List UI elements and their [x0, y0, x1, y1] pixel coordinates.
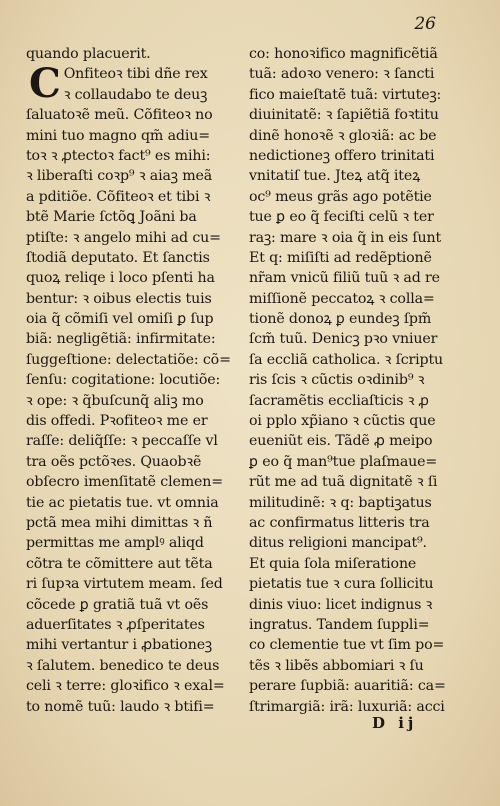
text-line — [249, 411, 467, 431]
text-line — [26, 472, 244, 492]
text-line — [249, 554, 467, 574]
line-text: dis offedi. Pꝛofiteoꝛ me er — [26, 413, 208, 430]
line-text: biã: negligẽtiã: infirmitate: — [26, 331, 216, 348]
text-line — [26, 289, 244, 309]
line-text: dinis viuo: licet indignus ꝛ — [249, 596, 433, 613]
line-text: tue ꝑ eo q̃ feciſti celũ ꝛ ter — [249, 209, 434, 226]
text-line — [26, 615, 244, 635]
text-line — [26, 676, 244, 696]
line-text: nedictioneꝫ offero trinitati — [249, 147, 435, 164]
line-text: quoꝝ reliqe i loco pſenti ha — [26, 270, 215, 287]
text-line — [249, 248, 467, 268]
line-text: cõtra te cõmittere aut tẽta — [26, 555, 213, 572]
line-text: raſſe: deliq̃ſſe: ꝛ peccaſſe vl — [26, 433, 218, 450]
line-text: ſtodiã deputato. Et ſanctis — [26, 249, 210, 266]
text-line — [26, 268, 244, 288]
line-text: oi pplo xp̃iano ꝛ cũctis que — [249, 413, 436, 430]
text-line — [26, 493, 244, 513]
text-line — [26, 697, 244, 717]
text-line — [26, 350, 244, 370]
text-line — [64, 64, 244, 84]
text-line — [249, 228, 467, 248]
text-line — [249, 697, 467, 717]
line-text: raꝫ: mare ꝛ oia q̃ in eis ſunt — [249, 229, 442, 246]
line-text: fico maieſtatẽ tuã: virtuteꝫ: — [249, 86, 442, 103]
text-line — [249, 472, 467, 492]
text-line — [249, 289, 467, 309]
text-line — [26, 44, 244, 64]
text-line — [26, 248, 244, 268]
text-line — [26, 513, 244, 533]
text-line — [26, 126, 244, 146]
line-text: ſaluatoꝛẽ meũ. Cõfiteoꝛ no — [26, 107, 213, 124]
text-line — [249, 493, 467, 513]
line-text: ditus religioni mancipat⁹. — [249, 535, 427, 552]
line-text: oia q̃ cõmiſi vel omiſi ꝑ ſup — [26, 311, 214, 328]
text-line — [249, 329, 467, 349]
line-text: Et quia ſola miſeratione — [249, 555, 417, 572]
line-text: ac confirmatus litteris tra — [249, 514, 430, 531]
line-text: tẽs ꝛ libẽs abbomiari ꝛ ſu — [249, 657, 424, 674]
line-text: ſuggeſtione: delectatiõe: cõ= — [26, 351, 231, 368]
line-text: co: honoꝛifico magnificẽtiã — [249, 46, 438, 62]
text-line — [26, 452, 244, 472]
folio-number: 26 — [414, 14, 436, 34]
text-line — [26, 533, 244, 553]
text-line — [249, 370, 467, 390]
line-text: diuinitatẽ: ꝛ ſapiẽtiã foꝛtitu — [249, 107, 439, 124]
text-line — [249, 309, 467, 329]
line-text: ptiſte: ꝛ angelo mihi ad cu= — [26, 229, 221, 246]
text-line — [249, 595, 467, 615]
line-text: tie ac pietatis tue. vt omnia — [26, 494, 219, 511]
text-line — [26, 207, 244, 227]
line-text: oc⁹ meus grãs ago potẽtie — [249, 188, 432, 205]
line-text: ꝛ liberaſti coꝛp⁹ ꝛ aiaꝫ meã — [26, 168, 213, 185]
text-line — [249, 513, 467, 533]
line-text: ſa eccliã catholica. ꝛ ſcriptu — [249, 351, 444, 368]
text-column-right — [249, 44, 467, 717]
line-text: vnitatiſ tue. Jteꝝ atq̃ iteꝝ — [249, 168, 421, 185]
text-line — [26, 635, 244, 655]
text-line — [249, 533, 467, 553]
text-line — [249, 656, 467, 676]
line-text: ꝛ collaudabo te deuꝫ — [63, 86, 208, 103]
text-line — [26, 431, 244, 451]
text-column-left — [26, 44, 244, 717]
line-text: aduerſitates ꝛ ꝓſperitates — [26, 616, 205, 633]
text-line — [26, 595, 244, 615]
line-text: ris ſcis ꝛ cũctis oꝛdinib⁹ ꝛ — [249, 372, 425, 389]
line-text: toꝛ ꝛ ꝓtectoꝛ fact⁹ es mihi: — [26, 147, 211, 164]
line-text: miſſionẽ peccatoꝝ ꝛ colla= — [249, 290, 435, 307]
text-line — [249, 615, 467, 635]
text-line — [249, 187, 467, 207]
line-text: nr̃am vnicũ filiũ tuũ ꝛ ad re — [249, 270, 440, 287]
text-line — [26, 329, 244, 349]
line-text: ſtrimargiã: irã: luxuriã: acci — [249, 698, 445, 715]
line-text: eueniũt eis. Tãdẽ ꝓ meipo — [249, 433, 433, 450]
text-line — [249, 207, 467, 227]
text-line — [249, 85, 467, 105]
text-line — [26, 166, 244, 186]
text-line — [26, 187, 244, 207]
line-text: pctã mea mihi dimittas ꝛ ñ — [26, 514, 213, 531]
text-line — [249, 166, 467, 186]
line-text: tuã: adoꝛo venero: ꝛ ſancti — [249, 66, 435, 83]
text-line — [249, 452, 467, 472]
line-text: permittas me amplꝰ aliqd — [26, 535, 204, 552]
text-line — [26, 554, 244, 574]
text-line — [249, 431, 467, 451]
text-line — [26, 391, 244, 411]
text-line — [26, 574, 244, 594]
text-line — [249, 676, 467, 696]
line-text: ꝛ ope: ꝛ q̃buſcunq̃ aliꝫ mo — [26, 392, 204, 409]
line-text: celi ꝛ terre: gloꝛifico ꝛ exal= — [26, 678, 225, 695]
line-text: ꝑ eo q̃ man⁹tue plaſmaue= — [249, 453, 438, 470]
text-line — [249, 126, 467, 146]
line-text: mihi vertantur i ꝓbationeꝫ — [26, 637, 213, 654]
line-text: dinẽ honoꝛẽ ꝛ gloꝛiã: ac be — [249, 127, 437, 144]
line-text: to nomẽ tuũ: laudo ꝛ btifi= — [26, 698, 215, 715]
text-line — [26, 370, 244, 390]
text-line — [26, 105, 244, 125]
line-text: ꝛ ſalutem. benedico te deus — [26, 657, 220, 674]
line-text: obſecro imenſitatẽ clemen= — [26, 474, 223, 491]
line-text: ſacramẽtis eccliaſticis ꝛ ꝓ — [249, 392, 429, 409]
text-line — [249, 350, 467, 370]
line-text: ſcm̃ tuũ. Denicꝫ pꝛo vniuer — [249, 331, 438, 348]
text-line — [64, 85, 244, 105]
text-line — [249, 64, 467, 84]
line-text: militudinẽ: ꝛ q: baptiꝫatus — [249, 494, 432, 511]
line-text: co clementie tue vt ſim po= — [249, 637, 445, 654]
line-text: a pditiõe. Cõfiteoꝛ et tibi ꝛ — [26, 188, 211, 205]
line-text: btẽ Marie ſctõꝗ Joãni ba — [26, 209, 197, 226]
line-text: Onfiteoꝛ tibi dñe rex — [63, 66, 208, 83]
text-line — [26, 228, 244, 248]
text-line — [249, 635, 467, 655]
text-line — [26, 656, 244, 676]
line-text: tra oẽs pctõꝛes. Quaobꝛẽ — [26, 453, 202, 470]
line-text: ſenſu: cogitatione: locutiõe: — [26, 372, 221, 389]
text-line — [249, 391, 467, 411]
text-line — [26, 411, 244, 431]
line-text: perare ſupbiã: auaritiã: ca= — [249, 678, 446, 695]
text-line — [249, 105, 467, 125]
line-text: bentur: ꝛ oibus electis tuis — [26, 290, 212, 307]
line-text: pietatis tue ꝛ cura ſollicitu — [249, 576, 434, 593]
text-line — [249, 146, 467, 166]
text-line — [26, 146, 244, 166]
text-line — [249, 44, 467, 64]
line-text: cõcede ꝑ gratiã tuã vt oẽs — [26, 596, 209, 613]
text-line — [249, 268, 467, 288]
line-text: Et q: miſiſti ad redẽptionẽ — [249, 249, 432, 266]
signature-mark: D ij — [372, 714, 418, 732]
text-line — [249, 574, 467, 594]
line-text: mini tuo magno qm̃ adiu= — [26, 127, 210, 144]
text-line — [26, 309, 244, 329]
line-text: rũt me ad tuã dignitatẽ ꝛ ſi — [249, 474, 438, 491]
drop-initial: C — [29, 60, 61, 108]
line-text: ingratus. Tandem ſuppli= — [249, 616, 430, 633]
line-text: ri ſupꝛa virtutem meam. ſed — [26, 576, 223, 593]
line-text: tionẽ donoꝝ ꝑ eundeꝫ ſpm̃ — [249, 311, 432, 328]
line-text: quando placuerit. — [26, 46, 151, 62]
